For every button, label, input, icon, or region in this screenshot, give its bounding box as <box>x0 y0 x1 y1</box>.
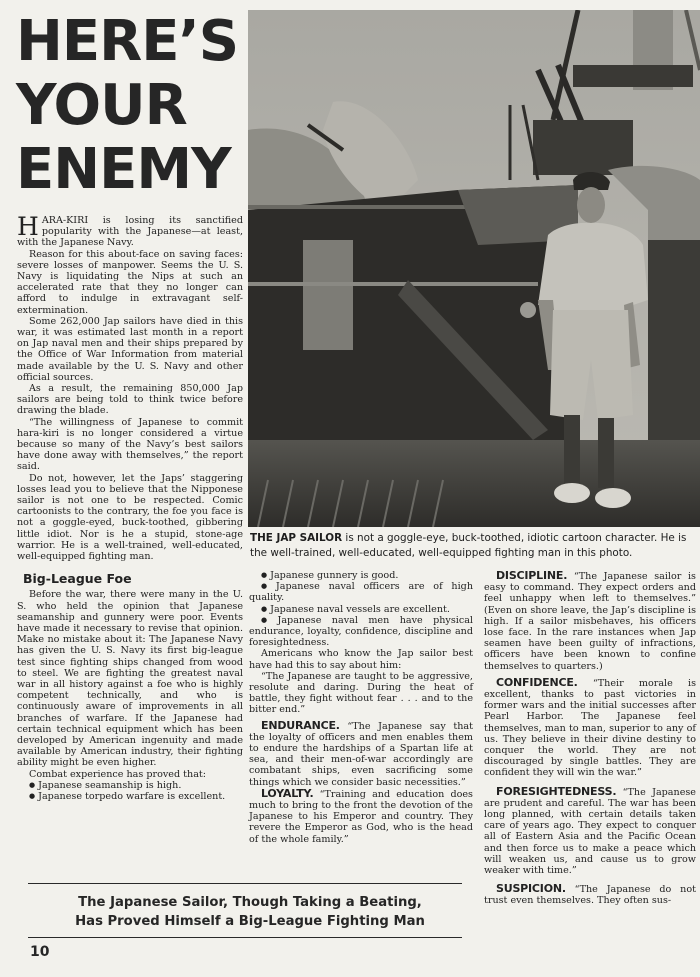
subhead-big-league-foe: Big-League Foe <box>23 571 132 587</box>
confidence-paragraph <box>484 677 696 779</box>
runin-text: “The Japanese sailor is easy to command. They expect orders and feel unhappy when left to themselves.” (Even on shore leave, the Jap’s discipline is high. If a sailor misbehaves, his officers lose face. In the rare instances when Jap seamen have been guilty of infractions, officers have been known to confine themselves to quarters.) <box>484 571 696 672</box>
paragraph: Some 262,000 Jap sailors have died in this war, it was estimated last month in a report on Jap naval men and their ships prepared by the Office of War Information from material made available by the U. S. Navy and other official sources. <box>17 315 243 383</box>
deck-line-1: The Japanese Sailor, Though Taking a Beating, <box>78 895 422 910</box>
discipline-paragraph <box>484 570 696 672</box>
paragraph: Americans who know the Jap sailor best have had this to say about him: <box>249 648 473 671</box>
runin-head: DISCIPLINE. <box>496 569 568 582</box>
drop-cap: H <box>17 212 39 241</box>
deck-rule-top <box>28 883 462 884</box>
page-number: 10 <box>30 944 50 960</box>
paragraph: Do not, however, let the Japs’ staggering losses lead you to believe that the Nipponese sailor is not one to be respected. Comic cartoonists to the contrary, the foe you face is not a goggle-eyed, buck-toothed, gibbering little idiot. Nor is he a stupid, stone-age warrior. He is a well-trained, well-educated, well-equipped fighting man. <box>17 472 243 563</box>
runin-text: “The Japanese are prudent and careful. The war has been long planned, with certain details taken care of years ago. They expect to conquer all of Eastern Asia and the Pacific Ocean and then force us to make a peace which will weaken us, and cause us to grow weaker with time.” <box>484 786 696 877</box>
loyalty-paragraph <box>249 788 473 845</box>
headline-line-3: ENEMY <box>16 137 231 202</box>
paragraph: As a result, the remaining 850,000 Jap sailors are being told to think twice before drawing the blade. <box>17 383 243 417</box>
sailor-photo <box>248 10 700 527</box>
paragraph: “The Japanese are taught to be aggressive, resolute and daring. During the heat of battle, they fight without fear . . . and to the bitter end.” <box>249 670 473 716</box>
deck-rule-bottom <box>28 937 462 938</box>
suspicion-paragraph <box>484 883 696 906</box>
foresightedness-paragraph <box>484 786 696 877</box>
headline <box>16 10 241 202</box>
bullet-item: ● Japanese gunnery is good. <box>249 570 473 581</box>
article-column-3 <box>484 570 696 907</box>
headline-line-2: YOUR <box>16 73 187 138</box>
runin-head: ENDURANCE. <box>261 718 340 732</box>
paragraph: Combat experience has proved that: <box>29 768 207 780</box>
bullet-item: ● Japanese naval vessels are excellent. <box>249 604 473 615</box>
runin-head: SUSPICION. <box>496 882 566 896</box>
paragraph: “The willingness of Japanese to commit hara-kiri is no longer considered a virtue because so many of the Navy’s best sailors have done away with themselves,” the report said. <box>17 416 243 473</box>
intro-paragraph <box>17 212 243 249</box>
article-column-2 <box>249 570 473 845</box>
photo-illustration <box>248 10 700 527</box>
runin-head: FORESIGHTEDNESS. <box>496 784 617 798</box>
bullet-item: ● Japanese naval men have physical endurance, loyalty, confidence, discipline and foresightedness. <box>249 615 473 649</box>
runin-text: “The Japanese say that the loyalty of officers and men enables them to endure the hardships of a Spartan life at sea, and their men-of-war accordingly are combatant ships, even sacrificing some things which we consider basic necessities.” <box>249 720 473 788</box>
photo-caption <box>250 531 698 561</box>
bullet-item: ● Japanese naval officers are of high quality. <box>249 581 473 603</box>
deck-line-2: Has Proved Himself a Big-League Fighting Man <box>75 914 425 929</box>
headline-line-1: HERE’S <box>16 9 239 74</box>
deck-headline <box>40 893 460 931</box>
runin-text: “Training and education does much to bring to the front the devotion of the Japanese to his Emperor and country. They revere the Emperor as God, who is the head of the whole family.” <box>249 788 473 845</box>
paragraph: Before the war, there were many in the U. S. who held the opinion that Japanese seamanship and gunnery were poor. Events have made it necessary to revise that opinion. Make no mistake about it: The Japanese Navy has given the U. S. Navy its first big-league test since fighting ships changed from wood to steel. We are fighting the greatest naval war in all history against a foe who is highly competent technically, and who is continuously aware of improvements in all branches of warfare. If the Japanese had certain technical equipment which has been developed by American ingenuity and made available by American industry, their fighting ability might be even higher. <box>17 589 243 769</box>
endurance-paragraph <box>249 720 473 788</box>
paragraph: Reason for this about-face on saving faces: severe losses of manpower. Seems the U. S. Navy is liquidating the Nips at such an accelerated rate that they no longer can afford to indulge in extravagant self-extermination. <box>17 248 243 316</box>
intro-text: ARA-KIRI is losing its sanctified popularity with the Japanese—at least, with the Japanese Navy. <box>17 215 243 249</box>
runin-head: CONFIDENCE. <box>496 675 578 689</box>
runin-text: “The Japanese do not trust even themselves. They often sus- <box>484 884 696 907</box>
caption-text: is not a goggle-eye, buck-toothed, idiotic cartoon character. He is the well-trained, well-educated, well-equipped fighting man in this photo. <box>250 532 687 559</box>
caption-lead: THE JAP SAILOR <box>250 532 343 544</box>
runin-head: LOYALTY. <box>261 786 314 800</box>
bullet-item: ● Japanese torpedo warfare is excellent. <box>17 791 243 802</box>
bullet-item: ● Japanese seamanship is high. <box>17 780 243 791</box>
runin-text: “Their morale is excellent, thanks to past victories in former wars and the initial successes after Pearl Harbor. The Japanese feel themselves, man to man, superior to any of us. They believe in their divine destiny to conquer the world. They are not discouraged by single battles. They are confident they will win the war.” <box>484 677 696 779</box>
article-column-1 <box>17 212 243 802</box>
